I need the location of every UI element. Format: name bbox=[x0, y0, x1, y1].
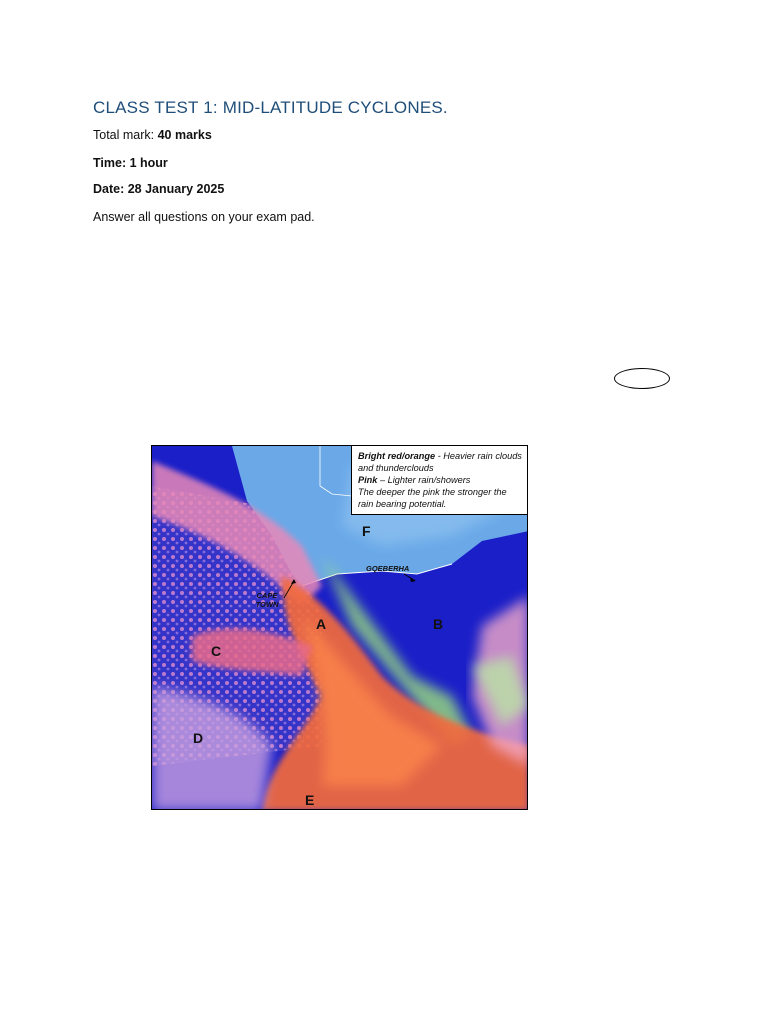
label-d: D bbox=[193, 730, 204, 746]
label-f: F bbox=[362, 523, 371, 539]
time-line: Time: 1 hour bbox=[93, 156, 168, 170]
legend-line-1: Bright red/orange - Heavier rain clouds and thunderclouds bbox=[358, 451, 522, 473]
satellite-image bbox=[151, 445, 528, 810]
drawing-oval bbox=[614, 368, 670, 389]
map-legend bbox=[351, 446, 528, 515]
test-title: CLASS TEST 1: MID-LATITUDE CYCLONES. bbox=[93, 98, 448, 117]
date-line: Date: 28 January 2025 bbox=[93, 182, 225, 196]
legend-line-3: The deeper the pink the stronger the rain bearing potential. bbox=[358, 487, 507, 509]
total-mark-value: 40 marks bbox=[157, 128, 212, 142]
label-b: B bbox=[433, 616, 444, 632]
total-mark-line bbox=[93, 128, 212, 142]
label-e: E bbox=[305, 792, 315, 808]
label-a: A bbox=[316, 616, 327, 632]
legend-line-2: Pink – Lighter rain/showers bbox=[358, 475, 471, 485]
label-c: C bbox=[211, 643, 222, 659]
city-gqeberha: GQEBERHA bbox=[366, 564, 410, 573]
instruction-line: Answer all questions on your exam pad. bbox=[93, 210, 315, 224]
city-cape-town: CAPE TOWN bbox=[255, 591, 279, 609]
total-mark-label: Total mark: bbox=[93, 128, 158, 142]
